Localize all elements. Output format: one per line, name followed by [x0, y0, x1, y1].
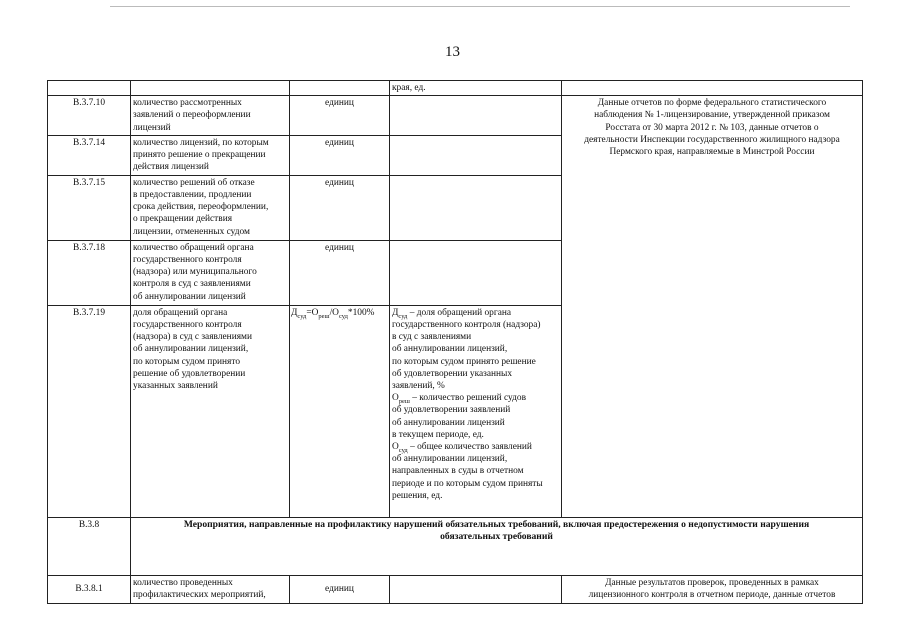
indicator-name: [131, 96, 290, 136]
indicator-unit: единиц: [290, 96, 390, 136]
indicator-unit: единиц: [290, 135, 390, 175]
indicator-code: В.3.8.1: [48, 575, 131, 603]
description-line: заявлений, %: [392, 381, 445, 392]
data-source-main: [562, 96, 863, 518]
indicator-formula: [290, 305, 390, 517]
indicator-code: В.3.7.14: [48, 135, 131, 175]
indicator-name: [131, 305, 290, 517]
data-source: [562, 575, 863, 603]
indicator-code: В.3.7.18: [48, 240, 131, 305]
section-title-line: обязательных требований: [440, 531, 553, 543]
table-row: [48, 575, 863, 603]
indicator-code: В.3.7.19: [48, 305, 131, 517]
indicator-name-line: действия лицензий: [133, 162, 209, 173]
description-line: по которым судом принято решение: [392, 356, 536, 367]
cell-empty: [131, 81, 290, 96]
data-source-line: Данные результатов проверок, проведенных в рамках: [605, 577, 819, 588]
formula-num-sub: реш: [318, 312, 330, 320]
formula-eq: =О: [306, 307, 319, 318]
formula-tail: *100%: [347, 307, 375, 318]
formula-den-sub: суд: [338, 312, 348, 320]
indicator-name-line: лицензии, отмененных судом: [133, 226, 250, 237]
indicator-formula-empty: [390, 96, 562, 136]
description-line: периоде и по которым судом приняты: [392, 478, 543, 489]
cell-empty: [562, 81, 863, 96]
description-symbol: Д: [392, 307, 399, 318]
description-text: – доля обращений органа: [407, 307, 512, 318]
description-symbol: О: [392, 393, 399, 404]
indicator-name-line: об аннулировании лицензий,: [133, 344, 249, 355]
indicator-name-line: (надзора) в суд с заявлениями: [133, 332, 252, 343]
description-line: об удовлетворении указанных: [392, 368, 513, 379]
section-title-line: Мероприятия, направленные на профилактику нарушений обязательных требований, включая предостережения о недопустимости нарушения: [183, 518, 810, 530]
indicator-formula-empty: [390, 175, 562, 240]
indicator-name-line: количество обращений органа: [133, 242, 254, 253]
indicator-name-line: государственного контроля: [133, 255, 242, 266]
description-line: [392, 441, 559, 453]
description-line: [392, 307, 559, 319]
indicator-name-line: государственного контроля: [133, 320, 242, 331]
description-line: направленных в суды в отчетном: [392, 466, 524, 477]
cell-empty: [290, 81, 390, 96]
indicator-name: [131, 240, 290, 305]
indicator-code: В.3.7.15: [48, 175, 131, 240]
data-source-line: наблюдения № 1-лицензирование, утвержденной приказом: [594, 110, 830, 121]
indicator-name-line: о прекращении действия: [133, 214, 233, 225]
description-text: – общее количество заявлений: [407, 442, 532, 453]
formula-lhs: Д: [291, 307, 298, 318]
description-symbol-sub: суд: [398, 312, 408, 320]
data-source-line: деятельности Инспекции государственного жилищного надзора: [584, 134, 840, 145]
indicator-name-line: контроля в суд с заявлениями: [133, 279, 251, 290]
description-line: государственного контроля (надзора): [392, 320, 541, 331]
indicator-formula-description: [390, 305, 562, 517]
indicator-name: [131, 175, 290, 240]
indicator-unit: единиц: [290, 575, 390, 603]
description-symbol-sub: реш: [398, 398, 410, 406]
indicator-name-line: решение об удовлетворении: [133, 368, 246, 379]
indicator-unit: единиц: [290, 175, 390, 240]
section-code: В.3.8: [48, 517, 131, 575]
indicator-unit: единиц: [290, 240, 390, 305]
description-line: в текущем периоде, ед.: [392, 429, 484, 440]
indicator-formula-empty: [390, 135, 562, 175]
top-scan-edge: [110, 6, 850, 7]
data-source-line: лицензионного контроля в отчетном периоде, данные отчетов: [588, 590, 836, 601]
indicator-name-line: количество рассмотренных: [133, 98, 242, 109]
indicator-name-line: указанных заявлений: [133, 381, 218, 392]
indicator-name-line: (надзора) или муниципального: [133, 267, 257, 278]
indicator-name-line: заявлений о переоформлении: [133, 110, 251, 121]
section-row: [48, 517, 863, 575]
data-source-line: Пермского края, направляемые в Минстрой России: [609, 147, 815, 158]
indicator-name-line: количество решений об отказе: [133, 177, 255, 188]
table-row: [48, 96, 863, 136]
indicator-name-line: количество лицензий, по которым: [133, 137, 269, 148]
indicator-name-line: лицензий: [133, 122, 171, 133]
indicator-formula-empty: [390, 575, 562, 603]
table-row-top-fragment: [48, 81, 863, 96]
description-symbol: О: [392, 442, 399, 453]
description-line: в суд с заявлениями: [392, 332, 472, 343]
indicator-name-line: срока действия, переоформлении,: [133, 202, 269, 213]
indicator-name: [131, 575, 290, 603]
description-line: об удовлетворении заявлений: [392, 405, 511, 416]
data-source-line: Данные отчетов по форме федерального статистического: [597, 98, 827, 109]
formula-lhs-sub: суд: [297, 312, 307, 320]
description-symbol-sub: суд: [398, 446, 408, 454]
description-line: решения, ед.: [392, 490, 443, 501]
formula-div: /О: [329, 307, 339, 318]
description-line: об аннулировании лицензий,: [392, 344, 508, 355]
indicator-name-line: по которым судом принято: [133, 356, 241, 367]
description-line: [392, 392, 559, 404]
indicator-name-line: принято решение о прекращении: [133, 150, 266, 161]
page-number: 13: [445, 44, 460, 60]
indicator-name-line: профилактических мероприятий,: [133, 590, 266, 601]
indicator-name-line: в предоставлении, продлении: [133, 190, 252, 201]
indicator-name-line: количество проведенных: [133, 577, 233, 588]
indicators-table: [47, 80, 863, 604]
indicator-name: [131, 135, 290, 175]
description-text: – количество решений судов: [409, 393, 527, 404]
data-source-line: Росстата от 30 марта 2012 г. № 103, данные отчетов о: [605, 122, 819, 133]
cell-top-fragment: края, ед.: [390, 81, 562, 96]
description-line: об аннулировании лицензий,: [392, 454, 508, 465]
description-line: об аннулировании лицензий: [392, 417, 505, 428]
indicator-name-line: доля обращений органа: [133, 307, 228, 318]
indicator-formula-empty: [390, 240, 562, 305]
section-title: [131, 517, 863, 575]
indicator-name-line: об аннулировании лицензий: [133, 291, 246, 302]
indicator-code: В.3.7.10: [48, 96, 131, 136]
cell-empty: [48, 81, 131, 96]
